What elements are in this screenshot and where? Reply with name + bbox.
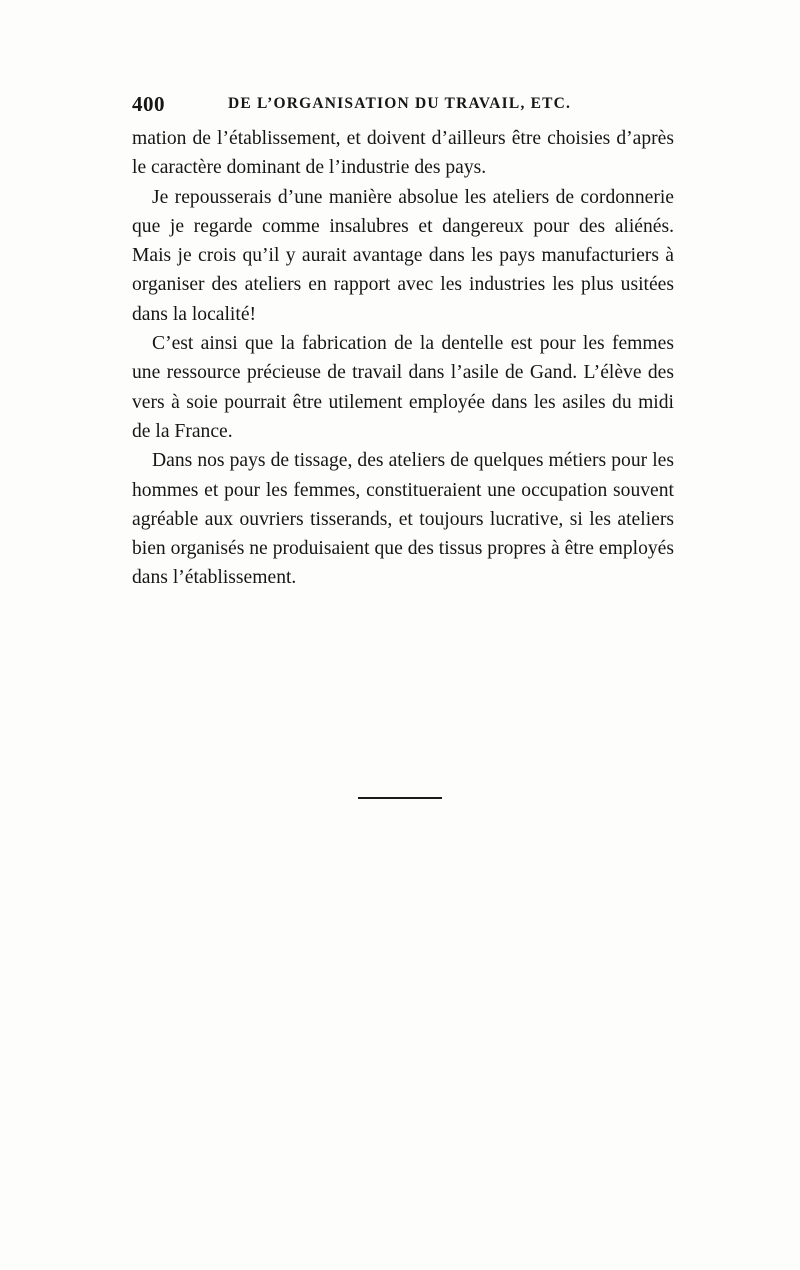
running-head	[132, 92, 674, 120]
paragraph-continuation: mation de l’établissement, et doivent d’ailleurs être choisies d’après le caractère dominant de l’industrie des pays.	[132, 128, 674, 179]
section-end-rule	[358, 797, 442, 799]
paragraph-tissage: Dans nos pays de tissage, des ateliers de quelques métiers pour les hommes et pour les femmes, constitueraient une occupation souvent agréable aux ouvriers tisserands, et toujours lucrative, si les ateliers bien organisés ne produisaient que des tissus propres à être employés dans l’établissement.	[132, 450, 674, 589]
paragraph-cordonnerie: Je repousserais d’une manière absolue les ateliers de cordonnerie que je regarde comme insalubres et dangereux pour des aliénés. Mais je crois qu’il y aurait avantage dans les pays manufacturiers à organiser des ateliers en rapport avec les industries les plus usitées dans la localité!	[132, 186, 674, 325]
paragraph-dentelle: C’est ainsi que la fabrication de la dentelle est pour les femmes une ressource précieuse de travail dans l’asile de Gand. L’élève des vers à soie pourrait être utilement employée dans les asiles du midi de la France.	[132, 333, 674, 442]
page-number: 400	[132, 92, 165, 116]
running-title: DE L’ORGANISATION DU TRAVAIL, ETC.	[228, 95, 572, 112]
body-text	[132, 124, 674, 593]
